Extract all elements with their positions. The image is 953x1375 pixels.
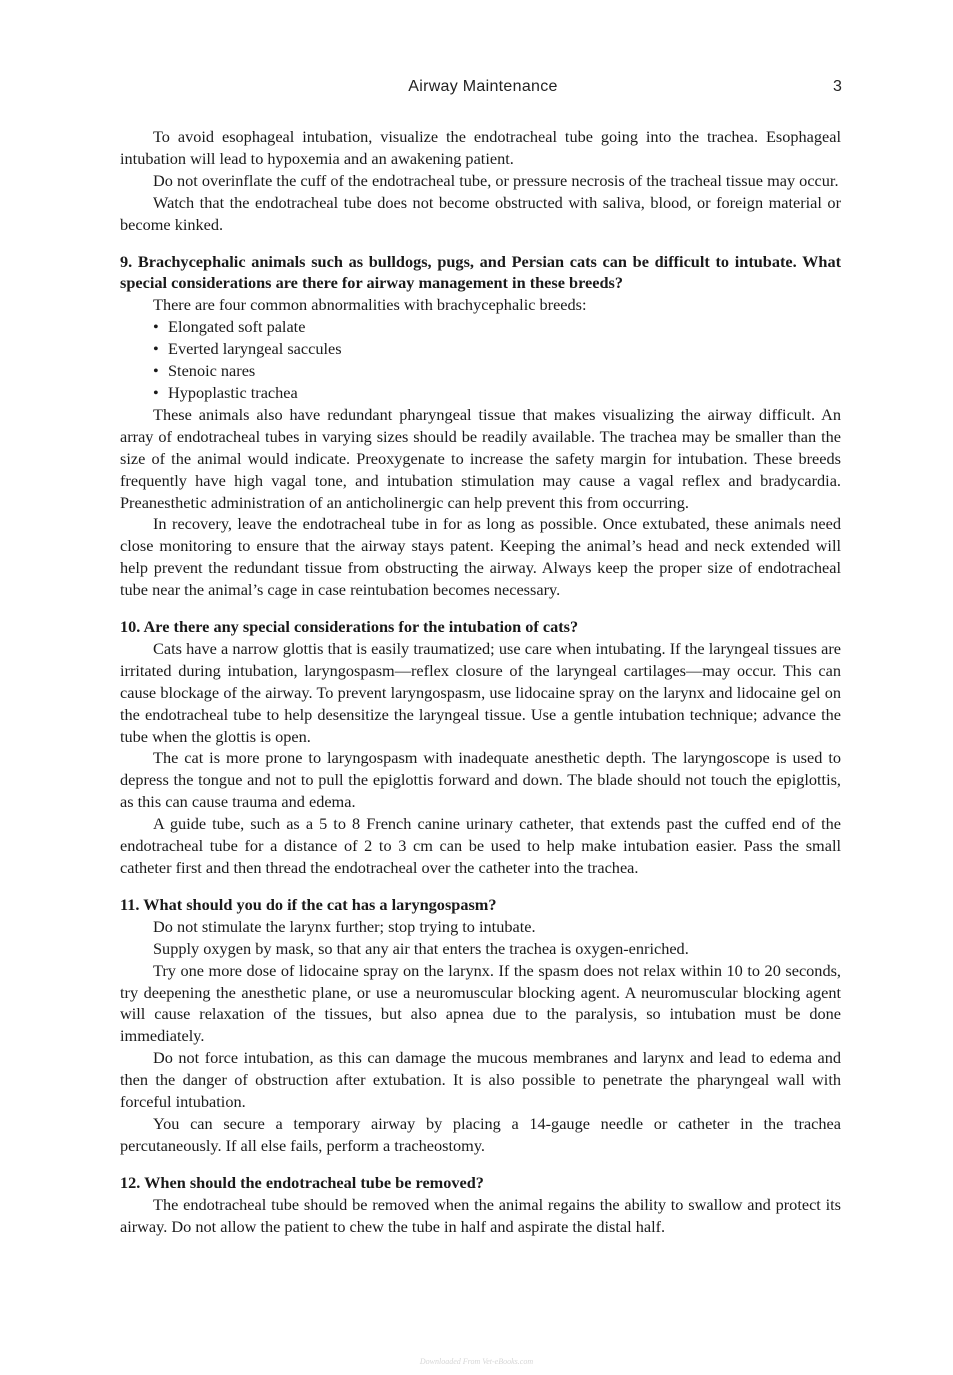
body-text xyxy=(120,126,841,1238)
question-12-text: When should the endotracheal tube be removed? xyxy=(144,1172,484,1192)
question-9-number: 9. xyxy=(120,251,133,271)
intro-paragraph-3: Watch that the endotracheal tube does not become obstructed with saliva, blood, or foreign material or become kinked. xyxy=(120,192,841,234)
question-10-paragraph-1: Cats have a narrow glottis that is easily traumatized; use care when intubating. If the laryngeal tissues are irritated during intubation, laryngospasm—reflex closure of the laryngeal cartilages—may occur. This can cause blockage of the airway. To prevent laryngospasm, use lidocaine spray on the larynx and lidocaine gel on the endotracheal tube to help desensitize the laryngeal tissue. Use a gentle intubation technique; advance the tube when the glottis is open. xyxy=(120,638,841,746)
question-11-paragraph-2: Supply oxygen by mask, so that any air that enters the trachea is oxygen-enriched. xyxy=(153,938,689,958)
question-11-paragraph-3: Try one more dose of lidocaine spray on the larynx. If the spasm does not relax within 10 to 20 seconds, try deepening the anesthetic plane, or use a neuromuscular blocking agent. A neuromuscular blocking agent will cause relaxation of the tissues, but also apnea due to the paralysis, so intubation must be done immediately. xyxy=(120,960,841,1046)
intro-paragraph-1: To avoid esophageal intubation, visualize the endotracheal tube going into the trachea. Esophageal intubation will lead to hypoxemia and an awakening patient. xyxy=(120,127,841,168)
question-11-paragraph-1: Do not stimulate the larynx further; stop trying to intubate. xyxy=(153,916,536,936)
brachycephalic-abnormalities-list xyxy=(120,316,841,404)
question-9-paragraph-1: These animals also have redundant pharyngeal tissue that makes visualizing the airway difficult. An array of endotracheal tubes in varying sizes should be readily available. The trachea may be smaller than the size of the animal would indicate. Preoxygenate to increase the safety margin for intubation. These breeds frequently have high vagal tone, and intubation stimulation may cause a vagal reflex and bradycardia. Preanesthetic administration of an anticholinergic can help prevent this from occurring. xyxy=(120,404,841,512)
list-item: • Hypoplastic trachea xyxy=(153,382,841,404)
running-title: Airway Maintenance xyxy=(408,78,558,95)
question-11-paragraph-4: Do not force intubation, as this can damage the mucous membranes and larynx and lead to edema and then the danger of obstruction after extubation. It is also possible to penetrate the pharyngeal wall with forceful intubation. xyxy=(120,1048,841,1112)
question-11-number: 11. xyxy=(120,894,140,914)
question-11-heading xyxy=(120,894,841,916)
question-12-heading xyxy=(120,1172,841,1194)
download-watermark: Downloaded From Vet-eBooks.com xyxy=(419,1357,534,1366)
question-10-paragraph-2: The cat is more prone to laryngospasm with inadequate anesthetic depth. The laryngoscope is used to depress the tongue and not to pull the epiglottis forward and down. The blade should not touch the epiglottis, as this can cause trauma and edema. xyxy=(120,748,841,812)
question-9-text: Brachycephalic animals such as bulldogs, pugs, and Persian cats can be difficult to intubate. What special considerations are there for airway management in these breeds? xyxy=(120,251,842,293)
list-item: • Elongated soft palate xyxy=(153,316,841,338)
running-header xyxy=(0,78,953,100)
list-item: • Stenoic nares xyxy=(153,360,841,382)
question-9-lead: There are four common abnormalities with brachycephalic breeds: xyxy=(153,295,587,315)
question-10-paragraph-3: A guide tube, such as a 5 to 8 French canine urinary catheter, that extends past the cuffed end of the endotracheal tube for a distance of 2 to 3 cm can be used to help make intubation easier. Pass the small catheter first and then thread the endotracheal over the catheter into the trachea. xyxy=(120,814,841,877)
question-12-paragraph-1: The endotracheal tube should be removed when the animal regains the ability to swallow and protect its airway. Do not allow the patient to chew the tube in half and aspirate the distal half. xyxy=(120,1194,841,1236)
question-11-text: What should you do if the cat has a laryngospasm? xyxy=(143,894,497,914)
question-10-heading xyxy=(120,616,841,638)
question-10-number: 10. xyxy=(120,617,141,637)
page-number: 3 xyxy=(833,78,842,95)
question-12-number: 12. xyxy=(120,1172,141,1192)
question-10-text: Are there any special considerations for the intubation of cats? xyxy=(143,617,579,637)
question-9-paragraph-2: In recovery, leave the endotracheal tube in for as long as possible. Once extubated, these animals need close monitoring to ensure that the airway stays patent. Keeping the animal’s head and neck extended will help prevent the redundant tissue from obstructing the airway. Always keep the proper size of endotracheal tube near the animal’s cage in case reintubation becomes necessary. xyxy=(120,514,841,600)
question-11-paragraph-5: You can secure a temporary airway by placing a 14-gauge needle or catheter in the trachea percutaneously. If all else fails, perform a tracheostomy. xyxy=(120,1113,841,1155)
intro-paragraph-2: Do not overinflate the cuff of the endotracheal tube, or pressure necrosis of the tracheal tissue may occur. xyxy=(153,170,839,190)
list-item: • Everted laryngeal saccules xyxy=(153,338,841,360)
question-9-heading xyxy=(120,251,841,295)
